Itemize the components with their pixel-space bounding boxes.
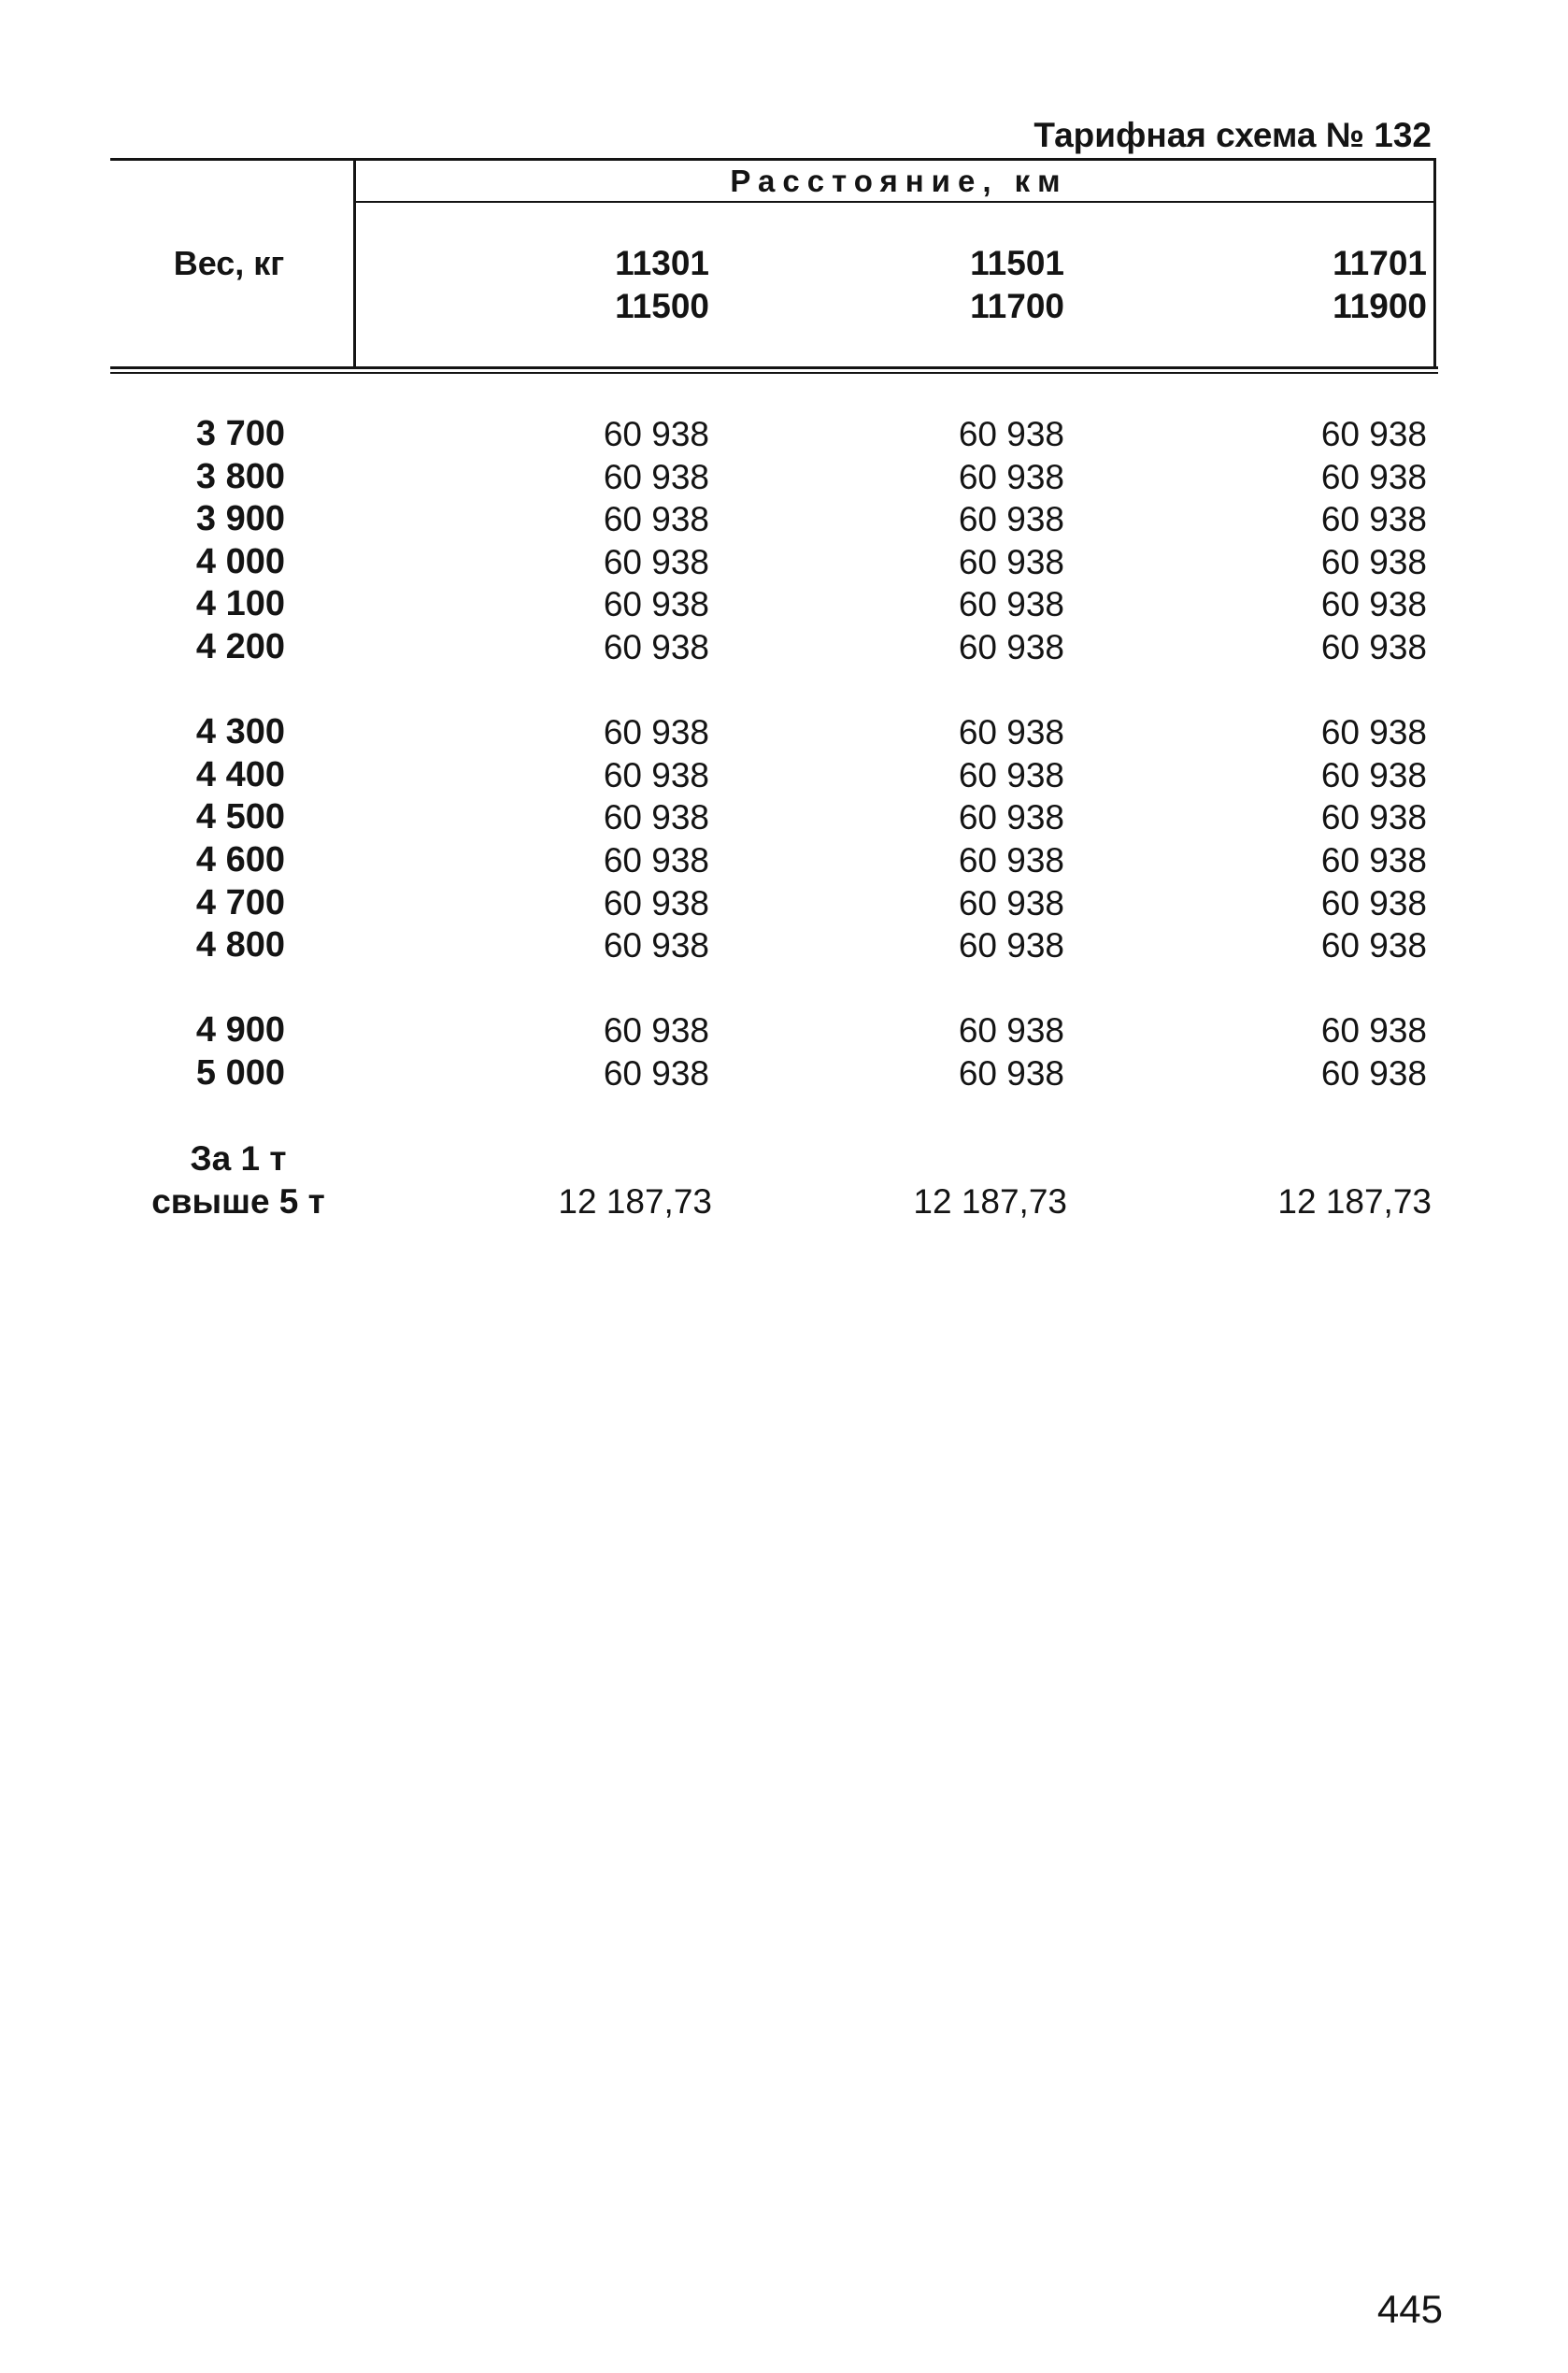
distance-header: Расстояние, км [730, 164, 1068, 198]
rate-cell: 60 938 [603, 883, 709, 922]
rate-cell: 60 938 [603, 1053, 709, 1093]
weight-cell: 4 900 [195, 1010, 285, 1051]
rate-cell: 60 938 [603, 415, 709, 453]
table-row [0, 583, 1568, 626]
row-group [0, 711, 1568, 967]
weight-cell: 4 600 [195, 839, 285, 879]
table-row [0, 413, 1568, 456]
rate-cell: 60 938 [1320, 926, 1427, 965]
distance-range-from: 11301 [615, 244, 709, 282]
rate-cell: 60 938 [958, 1053, 1064, 1093]
rate-cell: 60 938 [603, 926, 709, 965]
rate-cell: 60 938 [1320, 1053, 1427, 1093]
weight-cell: 3 900 [195, 499, 285, 539]
weight-cell: 4 300 [195, 712, 285, 752]
table-row [0, 711, 1568, 754]
rate-cell: 60 938 [958, 627, 1064, 666]
table-row [0, 498, 1568, 541]
weight-header: Вес, кг [173, 244, 285, 282]
table-top-rule [110, 158, 1436, 161]
table-row [0, 1009, 1568, 1052]
surcharge-block [0, 1137, 1568, 1222]
rate-cell: 60 938 [603, 1011, 709, 1051]
distance-header-rule [354, 201, 1436, 203]
table-row [0, 882, 1568, 925]
distance-range-to: 11700 [970, 287, 1064, 325]
table-row [0, 1052, 1568, 1095]
surcharge-rate-cell: 12 187,73 [1277, 1181, 1432, 1221]
header-bottom-rule [110, 366, 1438, 369]
rate-cell: 60 938 [603, 627, 709, 666]
table-row [0, 796, 1568, 839]
weight-cell: 4 200 [195, 626, 285, 666]
rate-cell: 60 938 [603, 542, 709, 581]
table-row [0, 924, 1568, 967]
rate-cell: 60 938 [958, 585, 1064, 624]
rate-cell: 60 938 [958, 926, 1064, 965]
table-row [0, 754, 1568, 797]
row-group [0, 1009, 1568, 1094]
surcharge-label-line2: свыше 5 т [151, 1181, 325, 1221]
table-row [0, 626, 1568, 669]
header-bottom-rule-thin [110, 372, 1438, 374]
rate-cell: 60 938 [1320, 713, 1427, 752]
rate-cell: 60 938 [958, 500, 1064, 539]
weight-cell: 4 800 [195, 925, 285, 965]
weight-cell: 4 700 [195, 882, 285, 922]
rate-cell: 60 938 [603, 840, 709, 879]
table-row [0, 456, 1568, 499]
rate-cell: 60 938 [958, 713, 1064, 752]
rate-cell: 60 938 [1320, 415, 1427, 453]
surcharge-rate-cell: 12 187,73 [913, 1181, 1067, 1221]
distance-range-to: 11500 [615, 287, 709, 325]
rate-cell: 60 938 [603, 585, 709, 624]
scheme-title: Тарифная схема № 132 [1033, 116, 1432, 154]
weight-cell: 4 500 [195, 797, 285, 837]
rate-cell: 60 938 [603, 755, 709, 794]
distance-range-from: 11701 [1333, 244, 1427, 282]
distance-range-to: 11900 [1333, 287, 1427, 325]
rate-cell: 60 938 [1320, 457, 1427, 496]
row-group [0, 413, 1568, 669]
rate-cell: 60 938 [958, 755, 1064, 794]
rate-cell: 60 938 [958, 798, 1064, 837]
surcharge-row [0, 1180, 1568, 1223]
weight-cell: 4 000 [195, 541, 285, 581]
rate-cell: 60 938 [1320, 883, 1427, 922]
rate-cell: 60 938 [1320, 585, 1427, 624]
rate-cell: 60 938 [958, 457, 1064, 496]
rate-cell: 60 938 [958, 542, 1064, 581]
rate-cell: 60 938 [1320, 1011, 1427, 1051]
weight-cell: 5 000 [195, 1052, 285, 1093]
weight-column-divider [353, 158, 356, 369]
rate-cell: 60 938 [958, 415, 1064, 453]
weight-cell: 3 700 [195, 414, 285, 453]
rate-cell: 60 938 [1320, 755, 1427, 794]
rate-cell: 60 938 [1320, 627, 1427, 666]
rate-cell: 60 938 [603, 798, 709, 837]
weight-cell: 3 800 [195, 456, 285, 496]
rate-cell: 60 938 [1320, 542, 1427, 581]
rate-cell: 60 938 [603, 457, 709, 496]
rate-cell: 60 938 [1320, 840, 1427, 879]
table-row [0, 541, 1568, 584]
distance-range-from: 11501 [970, 244, 1064, 282]
rate-cell: 60 938 [1320, 798, 1427, 837]
rate-cell: 60 938 [1320, 500, 1427, 539]
rate-cell: 60 938 [603, 713, 709, 752]
weight-cell: 4 100 [195, 584, 285, 624]
rate-cell: 60 938 [958, 883, 1064, 922]
surcharge-row-label [0, 1137, 1568, 1180]
surcharge-label-line1: За 1 т [190, 1139, 287, 1179]
page-number: 445 [1376, 2287, 1443, 2331]
table-body [0, 413, 1568, 1222]
table-row [0, 839, 1568, 882]
weight-cell: 4 400 [195, 754, 285, 794]
rate-cell: 60 938 [958, 1011, 1064, 1051]
rate-cell: 60 938 [603, 500, 709, 539]
surcharge-rate-cell: 12 187,73 [558, 1181, 712, 1221]
rate-cell: 60 938 [958, 840, 1064, 879]
